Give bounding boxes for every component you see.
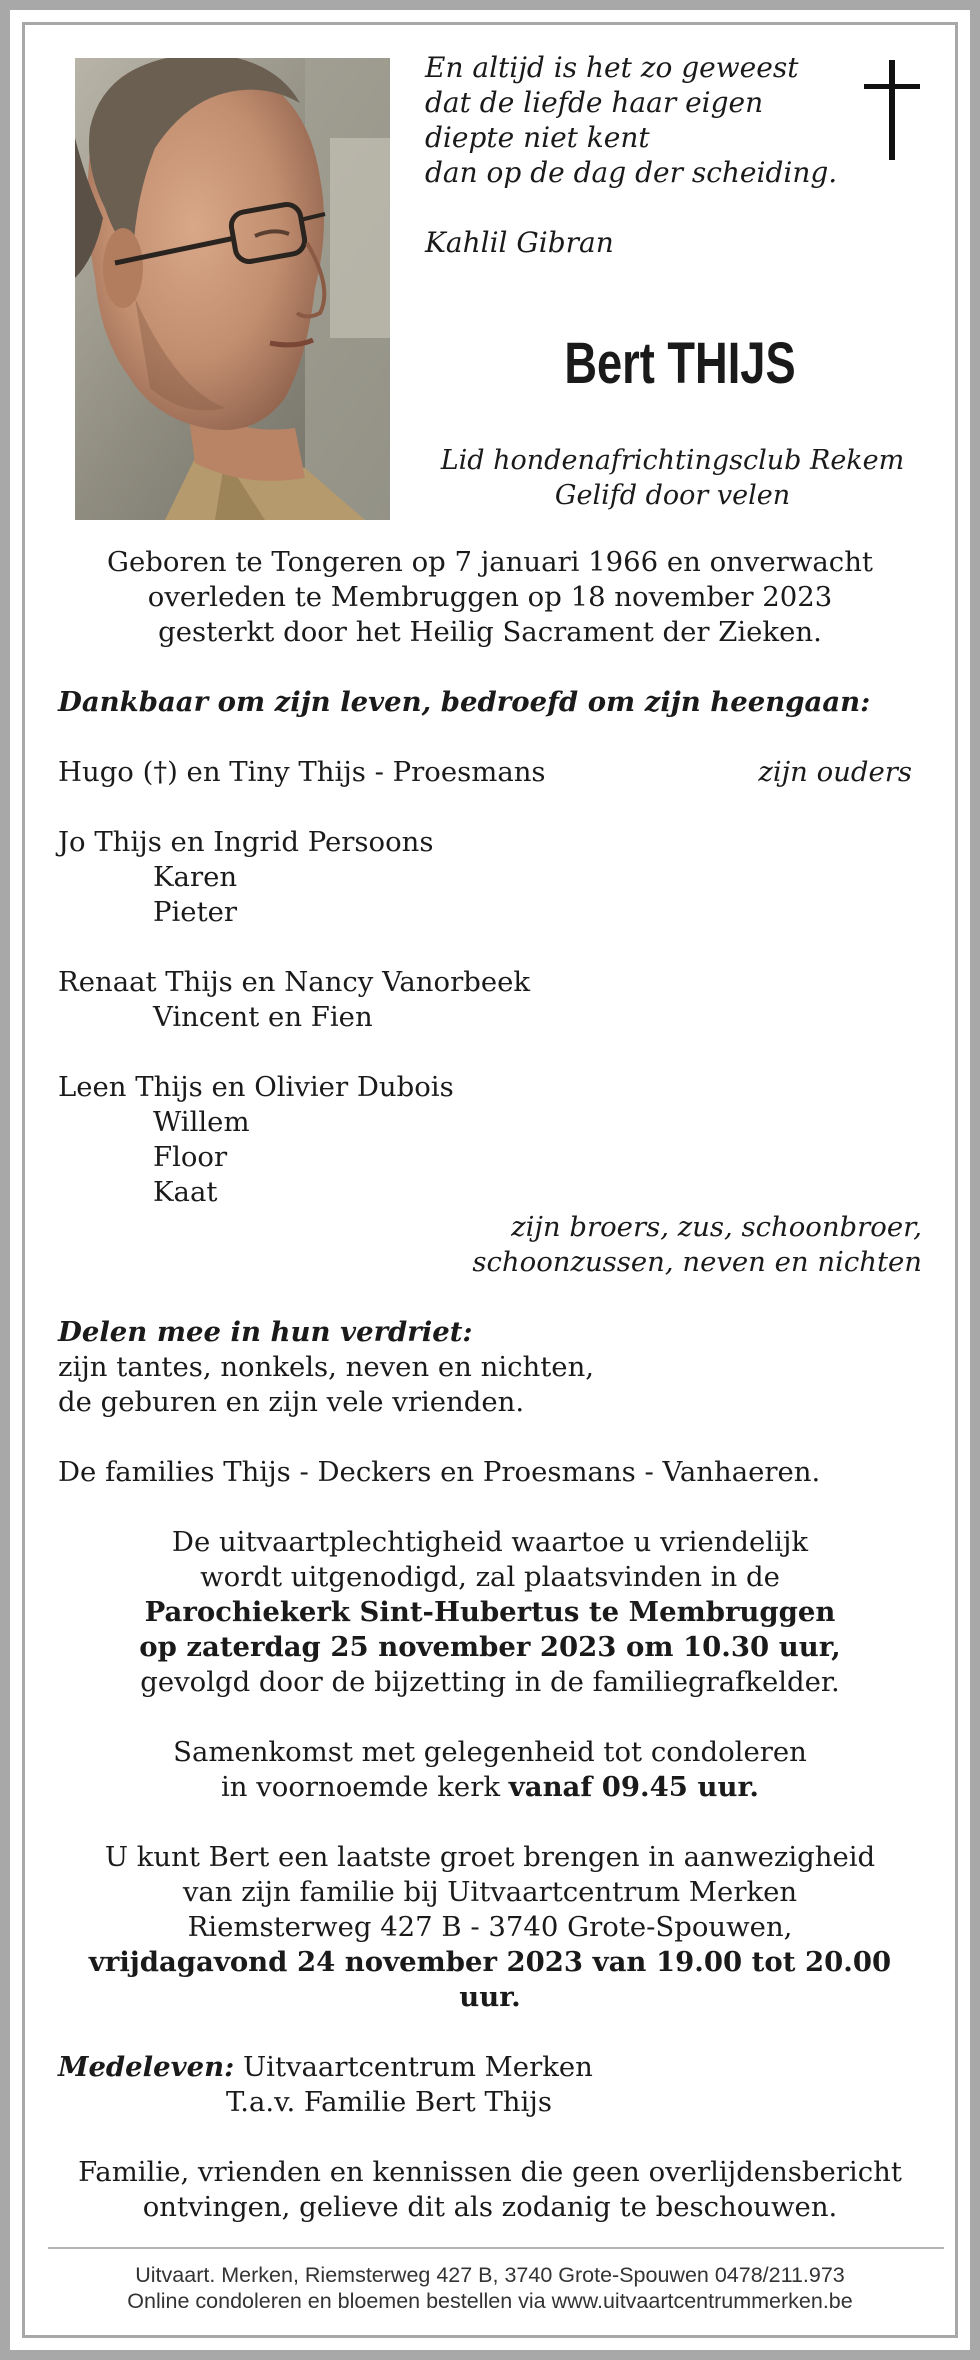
families-line: De families Thijs - Deckers en Proesmans - Vanhaeren. [58,1456,821,1488]
closing-line: ontvingen, gelieve dit als zodanig te beschouwen. [142,2191,838,2223]
family-child: Kaat [153,1176,218,1208]
share-grief-line: zijn tantes, nonkels, neven en nichten, [58,1351,595,1383]
gathering-line-2 [58,1770,922,1805]
parents-row [58,755,922,790]
cross-icon [864,60,920,160]
subtitle-line: Gelifd door velen [554,480,791,511]
funeral-datetime: op zaterdag 25 november 2023 om 10.30 uur, [139,1631,841,1663]
birth-death-line: Geboren te Tongeren op 7 januari 1966 en onverwacht [107,546,873,578]
share-grief-line: de geburen en zijn vele vrienden. [58,1386,525,1418]
share-grief-heading: Delen mee in hun verdriet: [58,1316,473,1348]
farewell-line: U kunt Bert een laatste groet brengen in aanwezigheid [104,1841,876,1873]
portrait-photo [75,58,390,520]
condolence-label: Medeleven: [58,2051,235,2083]
family-child: Floor [153,1141,228,1173]
funeral-block [58,1525,922,1700]
grateful-heading: Dankbaar om zijn leven, bedroefd om zijn heengaan: [58,686,871,718]
funeral-after: gevolgd door de bijzetting in de familiegrafkelder. [140,1666,840,1698]
quote-line: En altijd is het zo geweest [425,51,799,84]
footer-line: Uitvaart. Merken, Riemsterweg 427 B, 3740 Grote-Spouwen 0478/211.973 [135,2263,845,2287]
closing-line: Familie, vrienden en kennissen die geen overlijdensbericht [78,2156,902,2188]
family-couple: Renaat Thijs en Nancy Vanorbeek [58,966,531,998]
funeral-line: wordt uitgenodigd, zal plaatsvinden in de [200,1561,780,1593]
family-group [58,965,922,1035]
gathering-time: vanaf 09.45 uur. [508,1771,759,1803]
family-child: Pieter [153,896,238,928]
family-group [58,825,922,930]
quote-line: dan op de dag der scheiding. [425,156,838,189]
family-child: Willem [153,1106,250,1138]
deceased-subtitle [395,443,950,513]
birth-death-line: gesterkt door het Heilig Sacrament der Zieken. [158,616,822,648]
birth-death-block [58,545,922,650]
family-couple: Jo Thijs en Ingrid Persoons [58,826,434,858]
gathering-prefix: in voornoemde kerk [220,1771,509,1803]
parents-relation: zijn ouders [758,756,912,788]
deceased-name: Bert THIJS [564,331,796,396]
family-child: Karen [153,861,238,893]
family-child: Vincent en Fien [153,1001,373,1033]
quote-author: Kahlil Gibran [425,226,614,259]
quote-line: diepte niet kent [425,121,650,154]
footer-divider [48,2247,944,2249]
closing-block [58,2155,922,2225]
subtitle-line: Lid hondenafrichtingsclub Rekem [440,445,905,476]
portrait-illustration [75,58,390,520]
family-couple: Leen Thijs en Olivier Dubois [58,1071,454,1103]
footer [40,2262,940,2314]
condolence-line-1: Uitvaartcentrum Merken [234,2051,593,2083]
relation-line: schoonzussen, neven en nichten [472,1246,922,1278]
farewell-line: Riemsterweg 427 B - 3740 Grote-Spouwen, [187,1911,793,1943]
condolence-line-2: T.a.v. Familie Bert Thijs [226,2086,552,2118]
parents-names: Hugo (†) en Tiny Thijs - Proesmans [58,756,546,788]
footer-line: Online condoleren en bloemen bestellen via www.uitvaartcentrummerken.be [127,2289,853,2313]
gathering-block [58,1735,922,1805]
funeral-line: De uitvaartplechtigheid waartoe u vriendelijk [171,1526,809,1558]
birth-death-line: overleden te Membruggen op 18 november 2023 [147,581,833,613]
farewell-datetime: vrijdagavond 24 november 2023 van 19.00 tot 20.00 uur. [88,1946,892,2013]
poem-quote [425,50,845,260]
obituary-body [58,545,922,2225]
family-group [58,1070,922,1210]
farewell-line: van zijn familie bij Uitvaartcentrum Merken [182,1876,798,1908]
quote-line: dat de liefde haar eigen [425,86,764,119]
gathering-line: Samenkomst met gelegenheid tot condoleren [173,1736,807,1768]
siblings-relation [58,1210,922,1280]
share-grief-block [58,1315,922,1420]
farewell-block [58,1840,922,2015]
relation-line: zijn broers, zus, schoonbroer, [511,1211,922,1243]
condolence-block [58,2050,922,2120]
funeral-church: Parochiekerk Sint-Hubertus te Membruggen [144,1596,836,1628]
